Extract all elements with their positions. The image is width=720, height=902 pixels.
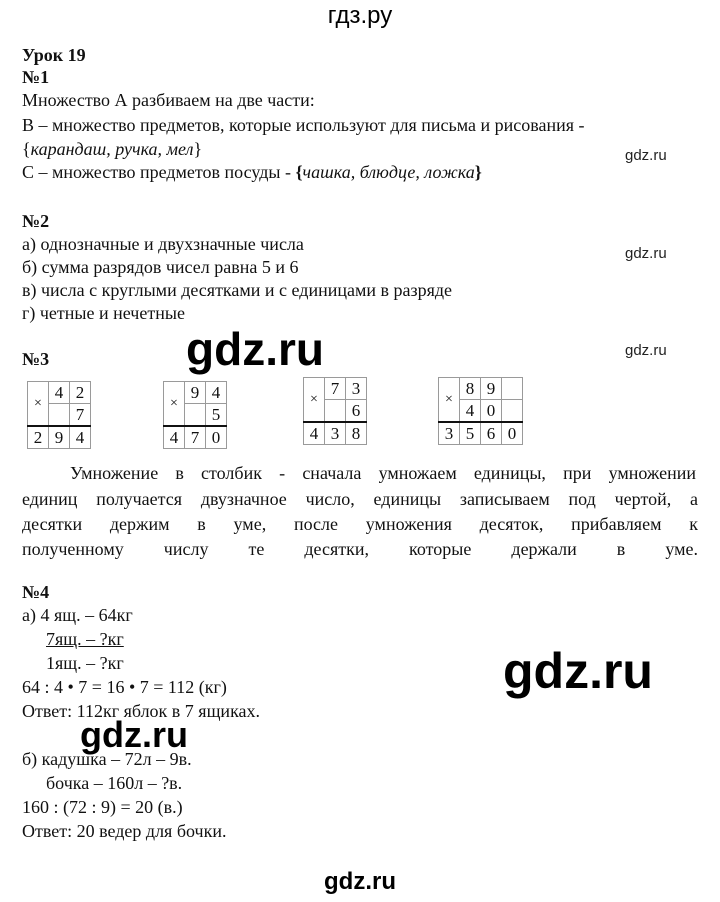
task3-explanation-line-2: единиц получается двузначное число, единицы записываем под чертой, а bbox=[22, 489, 698, 509]
task4-a-line-5: Ответ: 112кг яблок в 7 ящиках. bbox=[22, 701, 261, 721]
multiplication-grid-4 bbox=[438, 377, 523, 445]
watermark-small-1: gdz.ru bbox=[625, 147, 667, 164]
task4-a-line-3: 1ящ. – ?кг bbox=[46, 653, 124, 673]
digit: 5 bbox=[206, 404, 227, 427]
watermark-large-1: gdz.ru bbox=[186, 323, 324, 375]
multiplication-grid-3 bbox=[303, 377, 367, 445]
digit: 0 bbox=[206, 426, 227, 449]
task2-item-d: г) четные и нечетные bbox=[22, 303, 185, 323]
watermark-small-3: gdz.ru bbox=[625, 342, 667, 359]
digit: 4 bbox=[206, 382, 227, 404]
footer-watermark: gdz.ru bbox=[324, 868, 396, 895]
task2-item-b: б) сумма разрядов чисел равна 5 и 6 bbox=[22, 257, 299, 277]
digit: 2 bbox=[70, 382, 91, 404]
digit: 4 bbox=[304, 422, 325, 445]
task4-a-line-2: 7ящ. – ?кг bbox=[46, 629, 124, 649]
digit: 8 bbox=[346, 422, 367, 445]
digit: 7 bbox=[70, 404, 91, 427]
watermark-small-2: gdz.ru bbox=[625, 245, 667, 262]
task2-item-a: а) однозначные и двухзначные числа bbox=[22, 234, 304, 254]
lesson-title: Урок 19 bbox=[22, 45, 86, 65]
digit: 3 bbox=[346, 378, 367, 400]
times-sign: × bbox=[164, 382, 185, 427]
task4-b-line-1: б) кадушка – 72л – 9в. bbox=[22, 749, 192, 769]
task3-explanation-line-1: Умножение в столбик - сначала умножаем единицы, при умножении bbox=[70, 463, 696, 483]
task3-explanation-line-4: полученному числу те десятки, которые держали в уме. bbox=[22, 539, 698, 559]
task3-number: №3 bbox=[22, 349, 50, 369]
digit: 9 bbox=[49, 426, 70, 449]
task1-number: №1 bbox=[22, 67, 50, 87]
task1-line-b: В – множество предметов, которые используют для письма и рисования - bbox=[22, 115, 585, 135]
digit: 8 bbox=[460, 378, 481, 400]
times-sign: × bbox=[439, 378, 460, 423]
digit: 7 bbox=[325, 378, 346, 400]
multiplication-grid-2 bbox=[163, 381, 227, 449]
task2-number: №2 bbox=[22, 211, 50, 231]
digit: 5 bbox=[460, 422, 481, 445]
task4-b-line-2: бочка – 160л – ?в. bbox=[46, 773, 183, 793]
times-sign: × bbox=[28, 382, 49, 427]
brace-open-c: { bbox=[295, 162, 303, 182]
brace-open: { bbox=[22, 139, 31, 159]
task3-explanation-line-3: десятки держим в уме, после умножения десяток, прибавляем к bbox=[22, 514, 698, 534]
set-b-items: карандаш, ручка, мел bbox=[30, 139, 194, 159]
brace-close-c: } bbox=[474, 162, 482, 182]
digit: 4 bbox=[460, 400, 481, 423]
task4-b-line-3: 160 : (72 : 9) = 20 (в.) bbox=[22, 797, 183, 817]
digit: 3 bbox=[325, 422, 346, 445]
digit: 4 bbox=[70, 426, 91, 449]
digit bbox=[502, 400, 523, 423]
task1-intro: Множество А разбиваем на две части: bbox=[22, 90, 315, 110]
digit bbox=[325, 400, 346, 423]
brace-close: } bbox=[193, 139, 203, 159]
task1-line-c bbox=[22, 161, 482, 183]
header-site-name: гдз.ру bbox=[327, 2, 393, 29]
task4-b-line-4: Ответ: 20 ведер для бочки. bbox=[22, 821, 227, 841]
multiplication-grid-1 bbox=[27, 381, 91, 449]
digit: 4 bbox=[164, 426, 185, 449]
task1-set-b bbox=[22, 138, 202, 160]
digit: 9 bbox=[481, 378, 502, 400]
times-sign: × bbox=[304, 378, 325, 423]
digit: 4 bbox=[49, 382, 70, 404]
digit bbox=[49, 404, 70, 427]
digit bbox=[185, 404, 206, 427]
digit: 6 bbox=[481, 422, 502, 445]
task4-number: №4 bbox=[22, 582, 50, 602]
line-c-start: С – множество предметов посуды - bbox=[22, 162, 296, 182]
task4-a-line-4: 64 : 4 • 7 = 16 • 7 = 112 (кг) bbox=[22, 677, 227, 697]
digit: 0 bbox=[502, 422, 523, 445]
digit bbox=[502, 378, 523, 400]
digit: 6 bbox=[346, 400, 367, 423]
watermark-large-2: gdz.ru bbox=[503, 643, 653, 699]
digit: 2 bbox=[28, 426, 49, 449]
digit: 3 bbox=[439, 422, 460, 445]
task4-a-line-1: а) 4 ящ. – 64кг bbox=[22, 605, 133, 625]
set-c-items: чашка, блюдце, ложка bbox=[302, 162, 475, 182]
digit: 7 bbox=[185, 426, 206, 449]
task2-item-c: в) числа с круглыми десятками и с единицами в разряде bbox=[22, 280, 453, 300]
digit: 0 bbox=[481, 400, 502, 423]
watermark-large-3: gdz.ru bbox=[80, 714, 188, 755]
digit: 9 bbox=[185, 382, 206, 404]
